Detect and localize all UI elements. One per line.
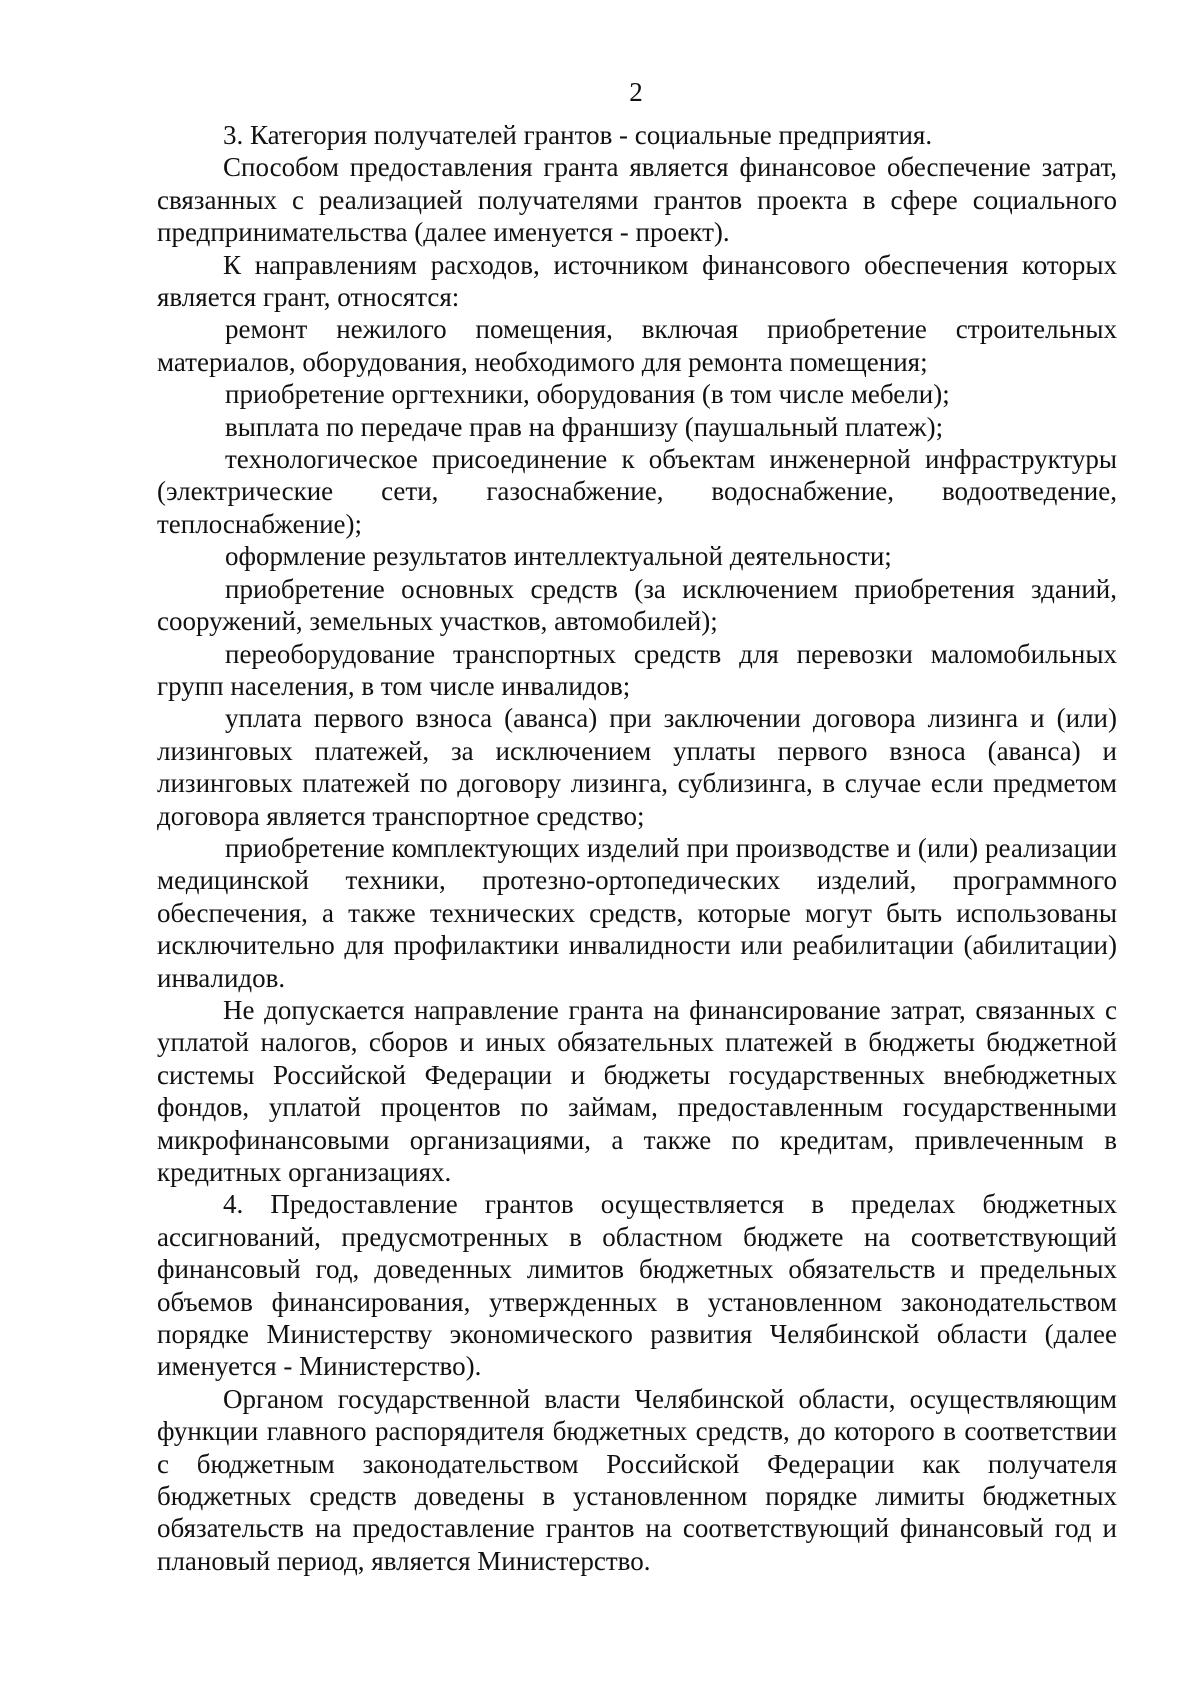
paragraph-expense-directions: К направлениям расходов, источником финансового обеспечения которых является грант, относятся: bbox=[157, 249, 1117, 313]
list-item-repair: ремонт нежилого помещения, включая приобретение строительных материалов, оборудования, необходимого для ремонта помещения; bbox=[157, 314, 1117, 377]
document-body bbox=[157, 119, 1117, 1577]
page-number: 2 bbox=[629, 77, 643, 107]
list-item-vehicle-conversion: переоборудование транспортных средств для перевозки маломобильных групп населения, в том числе инвалидов; bbox=[157, 638, 1117, 701]
paragraph-budget-limits: 4. Предоставление грантов осуществляется в пределах бюджетных ассигнований, предусмотренных в областном бюджете на соответствующий финансовый год, доведенных лимитов бюджетных обязательств и предельных объемов финансирования, утвержденных в установленном законодательством порядке Министерству экономического развития Челябинской области (далее именуется - Министерство). bbox=[157, 1189, 1117, 1382]
paragraph-grant-method: Способом предоставления гранта является финансовое обеспечение затрат, связанных с реализацией получателями грантов проекта в сфере социального предпринимательства (далее именуется - проект). bbox=[157, 152, 1117, 248]
paragraph-ministry-authority: Органом государственной власти Челябинской области, осуществляющим функции главного распорядителя бюджетных средств, до которого в соответствии с бюджетным законодательством Российской Федерации как получателя бюджетных средств доведены в установленном порядке лимиты бюджетных обязательств на предоставление грантов на соответствующий финансовый год и плановый период, является Министерство. bbox=[157, 1383, 1117, 1576]
list-item-components: приобретение комплектующих изделий при производстве и (или) реализации медицинской техники, протезно-ортопедических изделий, программного обеспечения, а также технических средств, которые могут быть использованы исключительно для профилактики инвалидности или реабилитации (абилитации) инвалидов. bbox=[157, 832, 1117, 993]
list-item-office-equipment: приобретение оргтехники, оборудования (в том числе мебели); bbox=[225, 379, 950, 410]
paragraph-prohibited-costs: Не допускается направление гранта на финансирование затрат, связанных с уплатой налогов, сборов и иных обязательных платежей в бюджеты бюджетной системы Российской Федерации и бюджеты государственных внебюджетных фондов, уплатой процентов по займам, предоставленным государственными микрофинансовыми организациями, а также по кредитам, привлеченным в кредитных организациях. bbox=[157, 994, 1117, 1187]
list-item-franchise: выплата по передаче прав на франшизу (паушальный платеж); bbox=[225, 411, 944, 442]
list-item-fixed-assets: приобретение основных средств (за исключением приобретения зданий, сооружений, земельных участков, автомобилей); bbox=[157, 573, 1117, 637]
list-item-intellectual-property: оформление результатов интеллектуальной деятельности; bbox=[225, 541, 892, 572]
paragraph-recipient-category: 3. Категория получателей грантов - социальные предприятия. bbox=[223, 120, 933, 150]
list-item-leasing: уплата первого взноса (аванса) при заключении договора лизинга и (или) лизинговых платежей, за исключением уплаты первого взноса (аванса) и лизинговых платежей по договору лизинга, сублизинга, в случае если предметом договора является транспортное средство; bbox=[157, 703, 1117, 831]
list-item-infrastructure: технологическое присоединение к объектам инженерной инфраструктуры (электрические сети, газоснабжение, водоснабжение, водоотведение, теплоснабжение); bbox=[157, 444, 1117, 539]
